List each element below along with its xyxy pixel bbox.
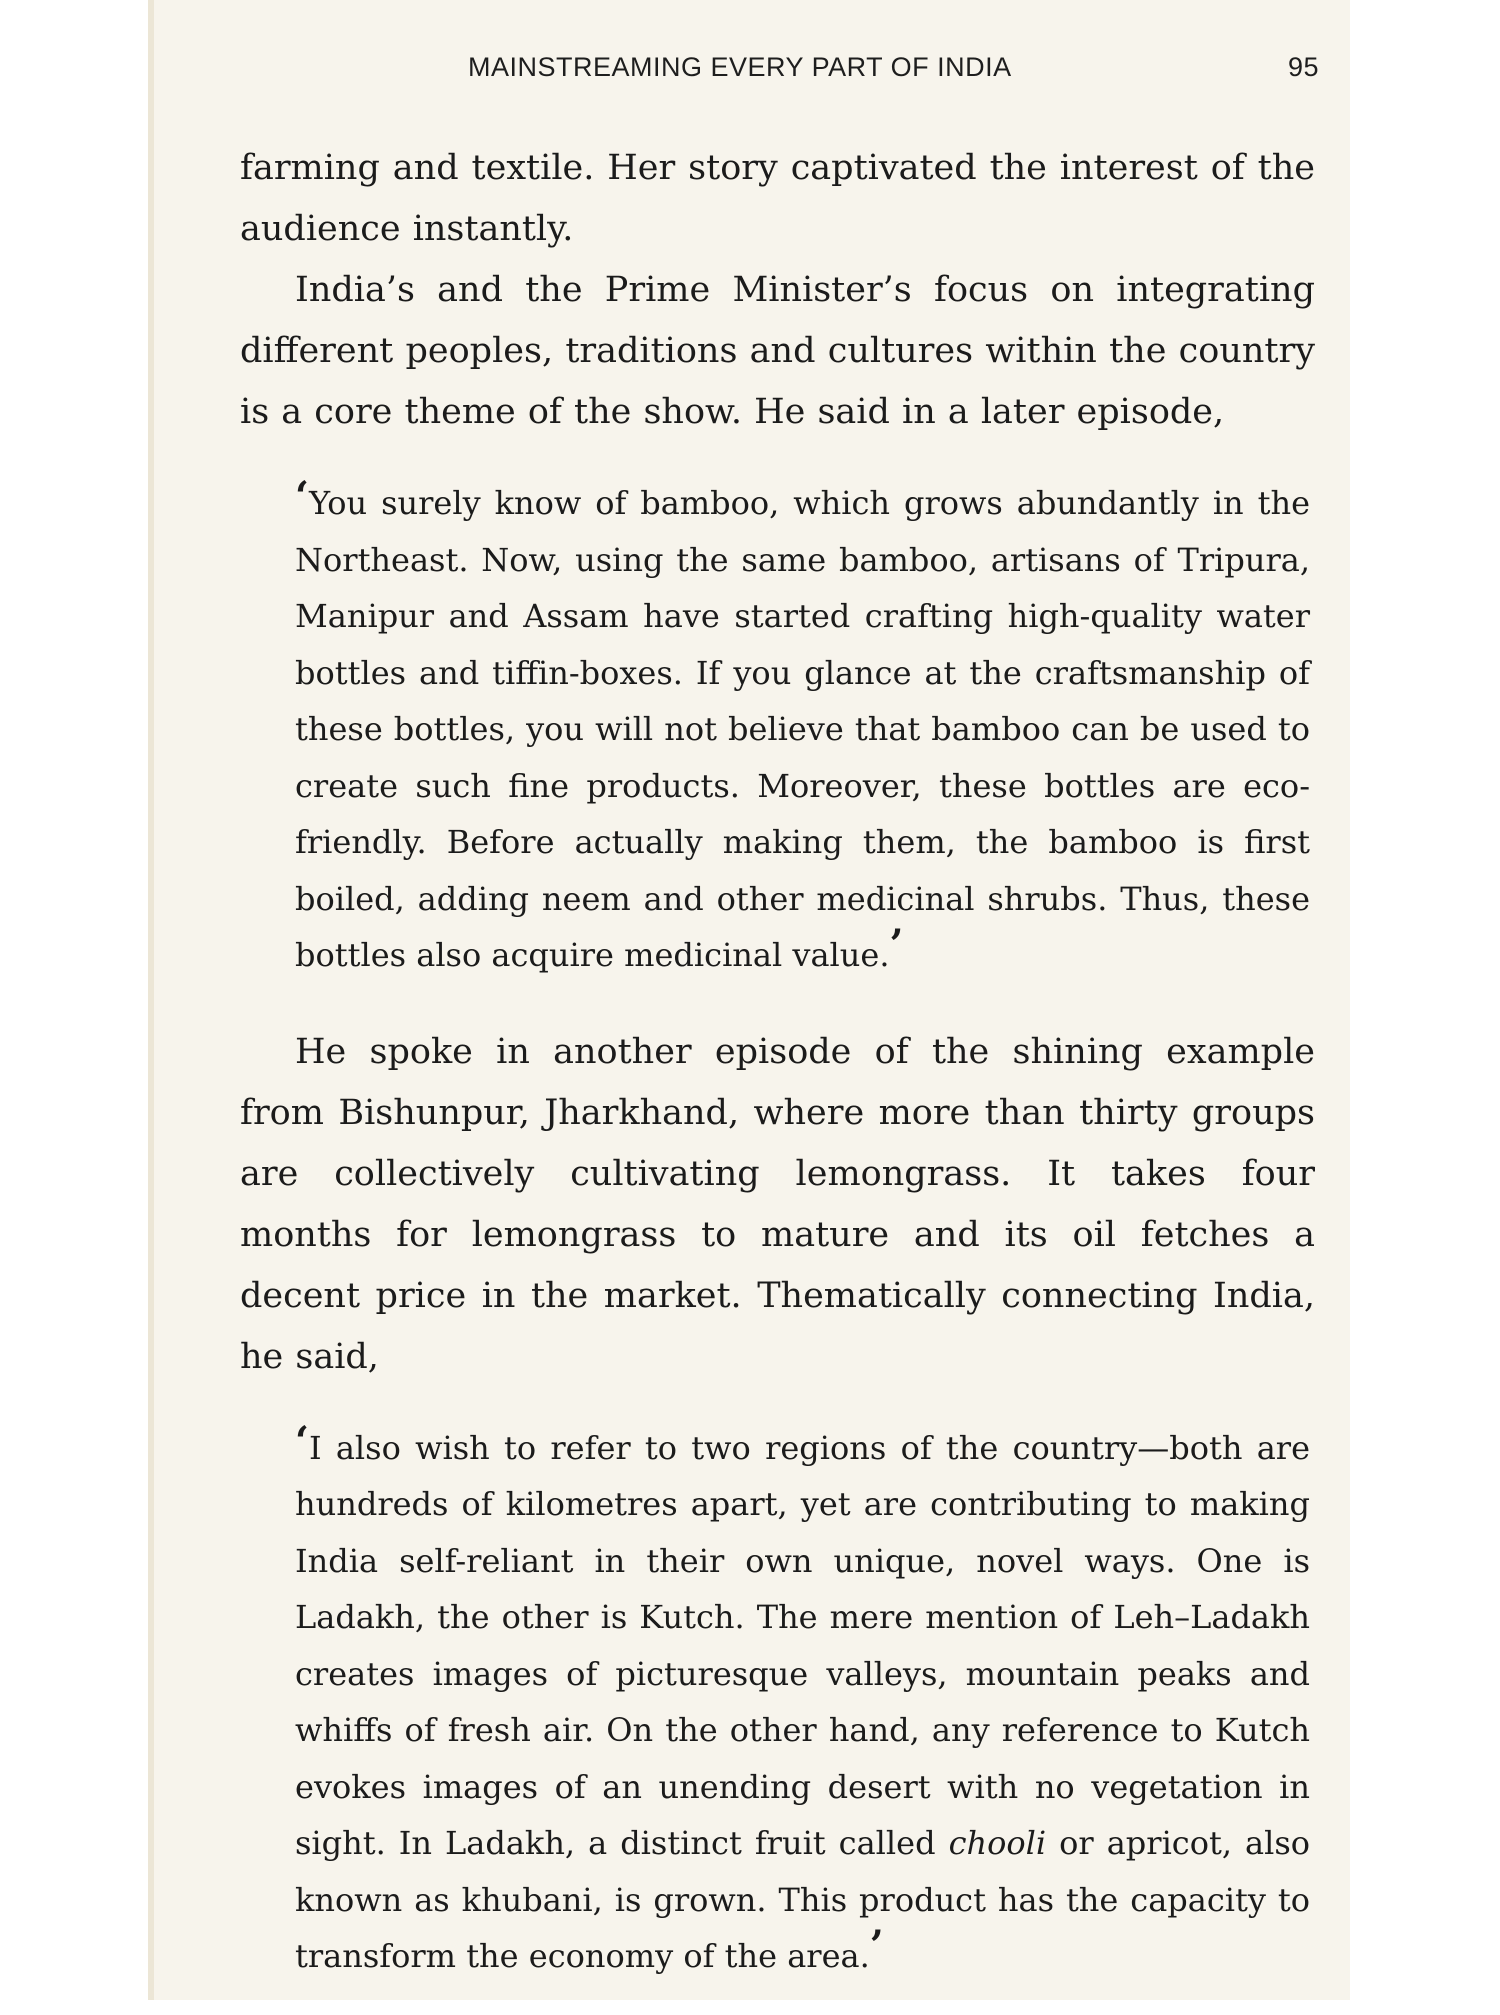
open-quote-mark: ‘ (295, 473, 309, 520)
close-quote-mark: ’ (889, 921, 904, 968)
paragraph-continuation: farming and textile. Her story captivated the interest of the audience instantly. (240, 148, 1315, 249)
block-quote-ladakh-kutch (295, 1417, 1311, 1985)
page-body (240, 138, 1315, 2015)
running-title: MAINSTREAMING EVERY PART OF INDIA (468, 52, 1012, 82)
paragraph-lemongrass: He spoke in another episode of the shining example from Bishunpur, Jharkhand, where more than thirty groups are collectively cultivating lemongrass. It takes four months for lemongrass to mature and its oil fetches a decent price in the market. Thematically connecting India, he said, (240, 1031, 1315, 1377)
block-quote-bamboo (295, 475, 1310, 984)
quote-text-part-2: or apricot, also known as khubani, is grown. This product has the capacity to transform the economy of the area. (295, 1824, 1311, 1975)
paragraph-integration-theme: India’s and the Prime Minister’s focus on integrating different peoples, traditions and cultures within the country is a core theme of the show. He said in a later episode, (240, 270, 1315, 432)
open-quote-mark: ‘ (295, 1417, 309, 1465)
quote-text-bamboo: You surely know of bamboo, which grows abundantly in the Northeast. Now, using the same bamboo, artisans of Tripura, Manipur and Assam have started crafting high-quality water bottles and tiffin-boxes. If you glance at the craftsmanship of these bottles, you will not believe that bamboo can be used to create such fine products. Moreover, these bottles are eco-friendly. Before actually making them, the bamboo is first boiled, adding neem and other medicinal shrubs. Thus, these bottles also acquire medicinal value. (295, 484, 1310, 974)
quote-text-part-1: I also wish to refer to two regions of the country—both are hundreds of kilometres apart, yet are contributing to making India self-reliant in their own unique, novel ways. One is Ladakh, the other is Kutch. The mere mention of Leh–Ladakh creates images of picturesque valleys, mountain peaks and whiffs of fresh air. On the other hand, any reference to Kutch evokes images of an unending desert with no vegetation in sight. In Ladakh, a distinct fruit called (295, 1428, 1310, 1862)
italic-term-chooli: chooli (948, 1824, 1047, 1862)
page-gutter-shadow (148, 0, 154, 2000)
close-quote-mark: ’ (869, 1922, 884, 1969)
page-number: 95 (1288, 52, 1320, 82)
page-header (318, 52, 1318, 92)
